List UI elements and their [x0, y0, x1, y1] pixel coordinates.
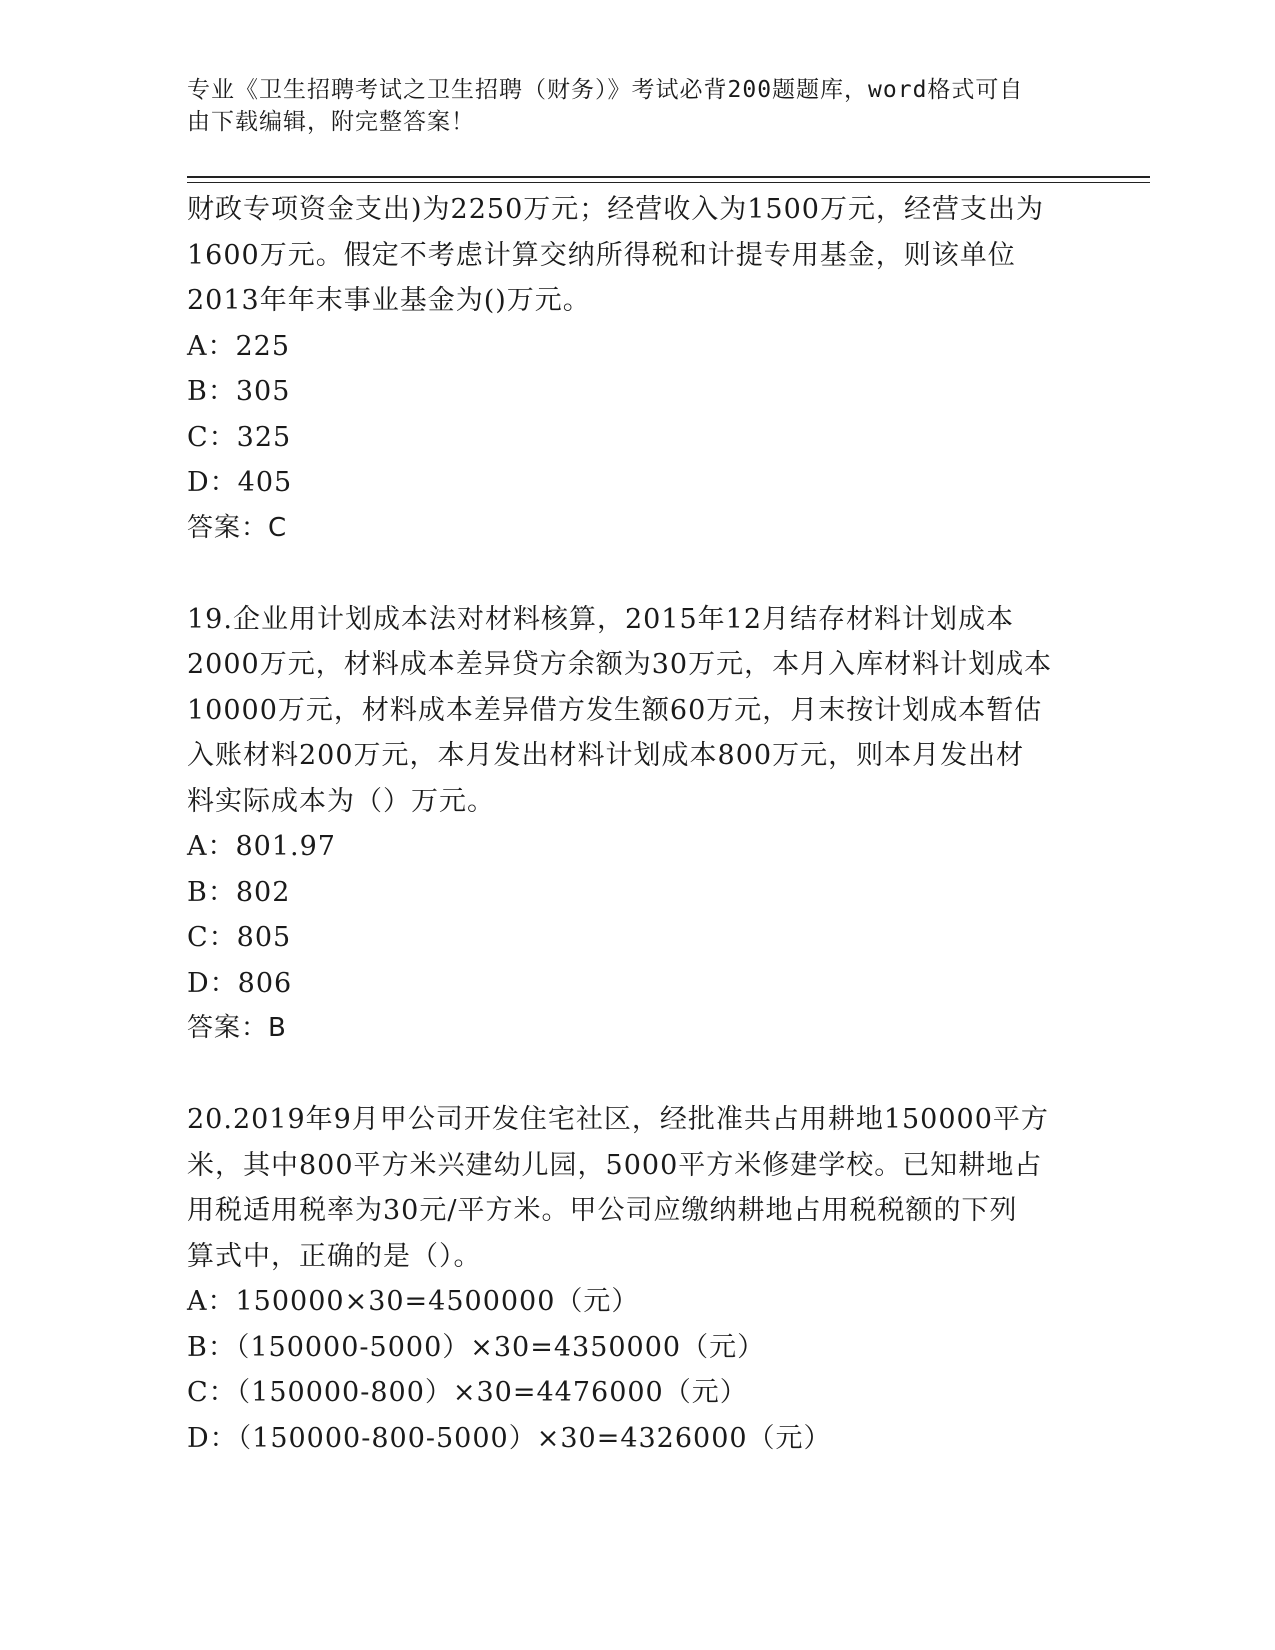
- header-line-1: 专业《卫生招聘考试之卫生招聘（财务）》考试必背200题题库，word格式可自: [187, 77, 1024, 103]
- header-divider-thick: [187, 176, 1150, 178]
- question-text-line: 2013年年末事业基金为()万元。: [187, 285, 591, 316]
- option-d: D：405: [187, 467, 293, 498]
- option-d: D：806: [187, 967, 293, 999]
- option-a: A：225: [187, 330, 291, 362]
- question-18: [187, 187, 1087, 551]
- question-text-line: 用税适用税率为30元/平方米。甲公司应缴纳耕地占用税税额的下列: [187, 1195, 1018, 1226]
- question-text-line: 算式中，正确的是（）。: [187, 1240, 482, 1272]
- header-divider-thin: [187, 182, 1150, 183]
- option-b: B：305: [187, 376, 291, 407]
- option-c: C：325: [187, 421, 292, 453]
- question-text-line: 财政专项资金支出)为2250万元；经营收入为1500万元，经营支出为: [187, 194, 1044, 225]
- question-text-line: 19.企业用计划成本法对材料核算，2015年12月结存材料计划成本: [187, 603, 1015, 635]
- question-text-line: 1600万元。假定不考虑计算交纳所得税和计提专用基金，则该单位: [187, 239, 1016, 271]
- question-text-line: 料实际成本为（）万元。: [187, 785, 495, 817]
- spacer: [187, 551, 1087, 597]
- option-c: C：805: [187, 922, 292, 953]
- option-b: B：802: [187, 876, 291, 908]
- question-20: [187, 1097, 1087, 1461]
- option-b: B：（150000-5000）×30=4350000（元）: [187, 1331, 766, 1363]
- document-header: [187, 74, 1067, 138]
- document-body: [187, 187, 1087, 1461]
- header-line-2: 由下载编辑，附完整答案！: [187, 109, 475, 135]
- spacer: [187, 1052, 1087, 1098]
- question-19: [187, 597, 1087, 1052]
- question-text-line: 20.2019年9月甲公司开发住宅社区，经批准共占用耕地150000平方: [187, 1104, 1049, 1135]
- question-text-line: 10000万元，材料成本差异借方发生额60万元，月末按计划成本暂估: [187, 694, 1043, 726]
- question-text-line: 2000万元，材料成本差异贷方余额为30万元，本月入库材料计划成本: [187, 649, 1053, 680]
- answer-label: 答案：C: [187, 512, 288, 543]
- option-a: A：801.97: [187, 831, 336, 862]
- option-c: C：（150000-800）×30=4476000（元）: [187, 1377, 748, 1408]
- question-text-line: 入账材料200万元，本月发出材料计划成本800万元，则本月发出材: [187, 740, 1025, 771]
- question-text-line: 米，其中800平方米兴建幼儿园，5000平方米修建学校。已知耕地占: [187, 1149, 1043, 1181]
- option-d: D：（150000-800-5000）×30=4326000（元）: [187, 1422, 832, 1454]
- option-a: A：150000×30=4500000（元）: [187, 1286, 640, 1317]
- answer-label: 答案：B: [187, 1013, 287, 1043]
